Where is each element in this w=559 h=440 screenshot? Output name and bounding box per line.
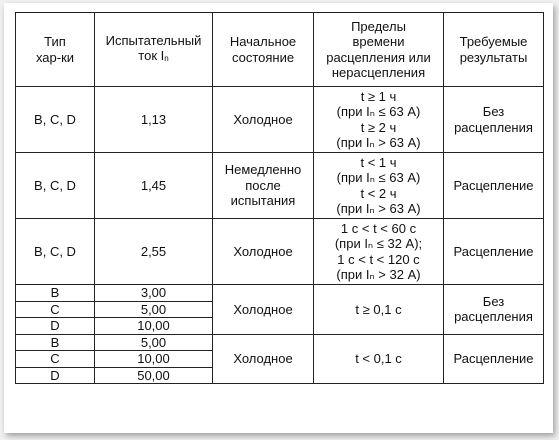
cell-current: 2,55 bbox=[95, 219, 213, 285]
cell-result: Расцепление bbox=[444, 153, 544, 219]
cell-type: C bbox=[16, 301, 95, 318]
cell-result: Без расцепления bbox=[444, 87, 544, 153]
table-row bbox=[16, 219, 544, 285]
cell-state: Холодное bbox=[213, 87, 314, 153]
cell-result: Без расцепления bbox=[444, 285, 544, 335]
breaker-test-table bbox=[15, 12, 544, 384]
header-state: Начальное состояние bbox=[213, 13, 314, 87]
header-current-subscript: n bbox=[164, 54, 169, 63]
cell-limits: t ≥ 0,1 с bbox=[314, 285, 444, 335]
header-current-label: Испытательный ток I bbox=[105, 32, 202, 63]
cell-type: B, C, D bbox=[16, 153, 95, 219]
header-result: Требуемые результаты bbox=[444, 13, 544, 87]
cell-limits: 1 с < t < 60 с (при Iₙ ≤ 32 А); 1 с < t < 120 с (при Iₙ > 32 А) bbox=[314, 219, 444, 285]
cell-state: Холодное bbox=[213, 219, 314, 285]
cell-current: 5,00 bbox=[95, 334, 213, 351]
cell-current: 10,00 bbox=[95, 351, 213, 368]
cell-type: D bbox=[16, 367, 95, 384]
cell-current: 10,00 bbox=[95, 318, 213, 335]
table-row bbox=[16, 334, 544, 351]
cell-current: 1,13 bbox=[95, 87, 213, 153]
document-card bbox=[4, 3, 553, 433]
cell-limits: t < 1 ч (при Iₙ ≤ 63 А) t < 2 ч (при Iₙ > 63 А) bbox=[314, 153, 444, 219]
header-limits: Пределы времени расцепления или нерасцепления bbox=[314, 13, 444, 87]
cell-state: Холодное bbox=[213, 285, 314, 335]
cell-limits: t < 0,1 с bbox=[314, 334, 444, 384]
cell-type: B bbox=[16, 285, 95, 302]
cell-type: B bbox=[16, 334, 95, 351]
header-row bbox=[16, 13, 544, 87]
cell-state: Холодное bbox=[213, 334, 314, 384]
table-row bbox=[16, 285, 544, 302]
cell-current: 50,00 bbox=[95, 367, 213, 384]
header-type: Тип хар-ки bbox=[16, 13, 95, 87]
cell-current: 5,00 bbox=[95, 301, 213, 318]
cell-current: 3,00 bbox=[95, 285, 213, 302]
table-row bbox=[16, 87, 544, 153]
cell-type: C bbox=[16, 351, 95, 368]
cell-result: Расцепление bbox=[444, 334, 544, 384]
cell-type: D bbox=[16, 318, 95, 335]
header-current bbox=[95, 13, 213, 87]
cell-state: Немедленно после испытания bbox=[213, 153, 314, 219]
cell-current: 1,45 bbox=[95, 153, 213, 219]
cell-result: Расцепление bbox=[444, 219, 544, 285]
cell-type: B, C, D bbox=[16, 87, 95, 153]
cell-limits: t ≥ 1 ч (при Iₙ ≤ 63 А) t ≥ 2 ч (при Iₙ > 63 А) bbox=[314, 87, 444, 153]
table-row bbox=[16, 153, 544, 219]
cell-type: B, C, D bbox=[16, 219, 95, 285]
